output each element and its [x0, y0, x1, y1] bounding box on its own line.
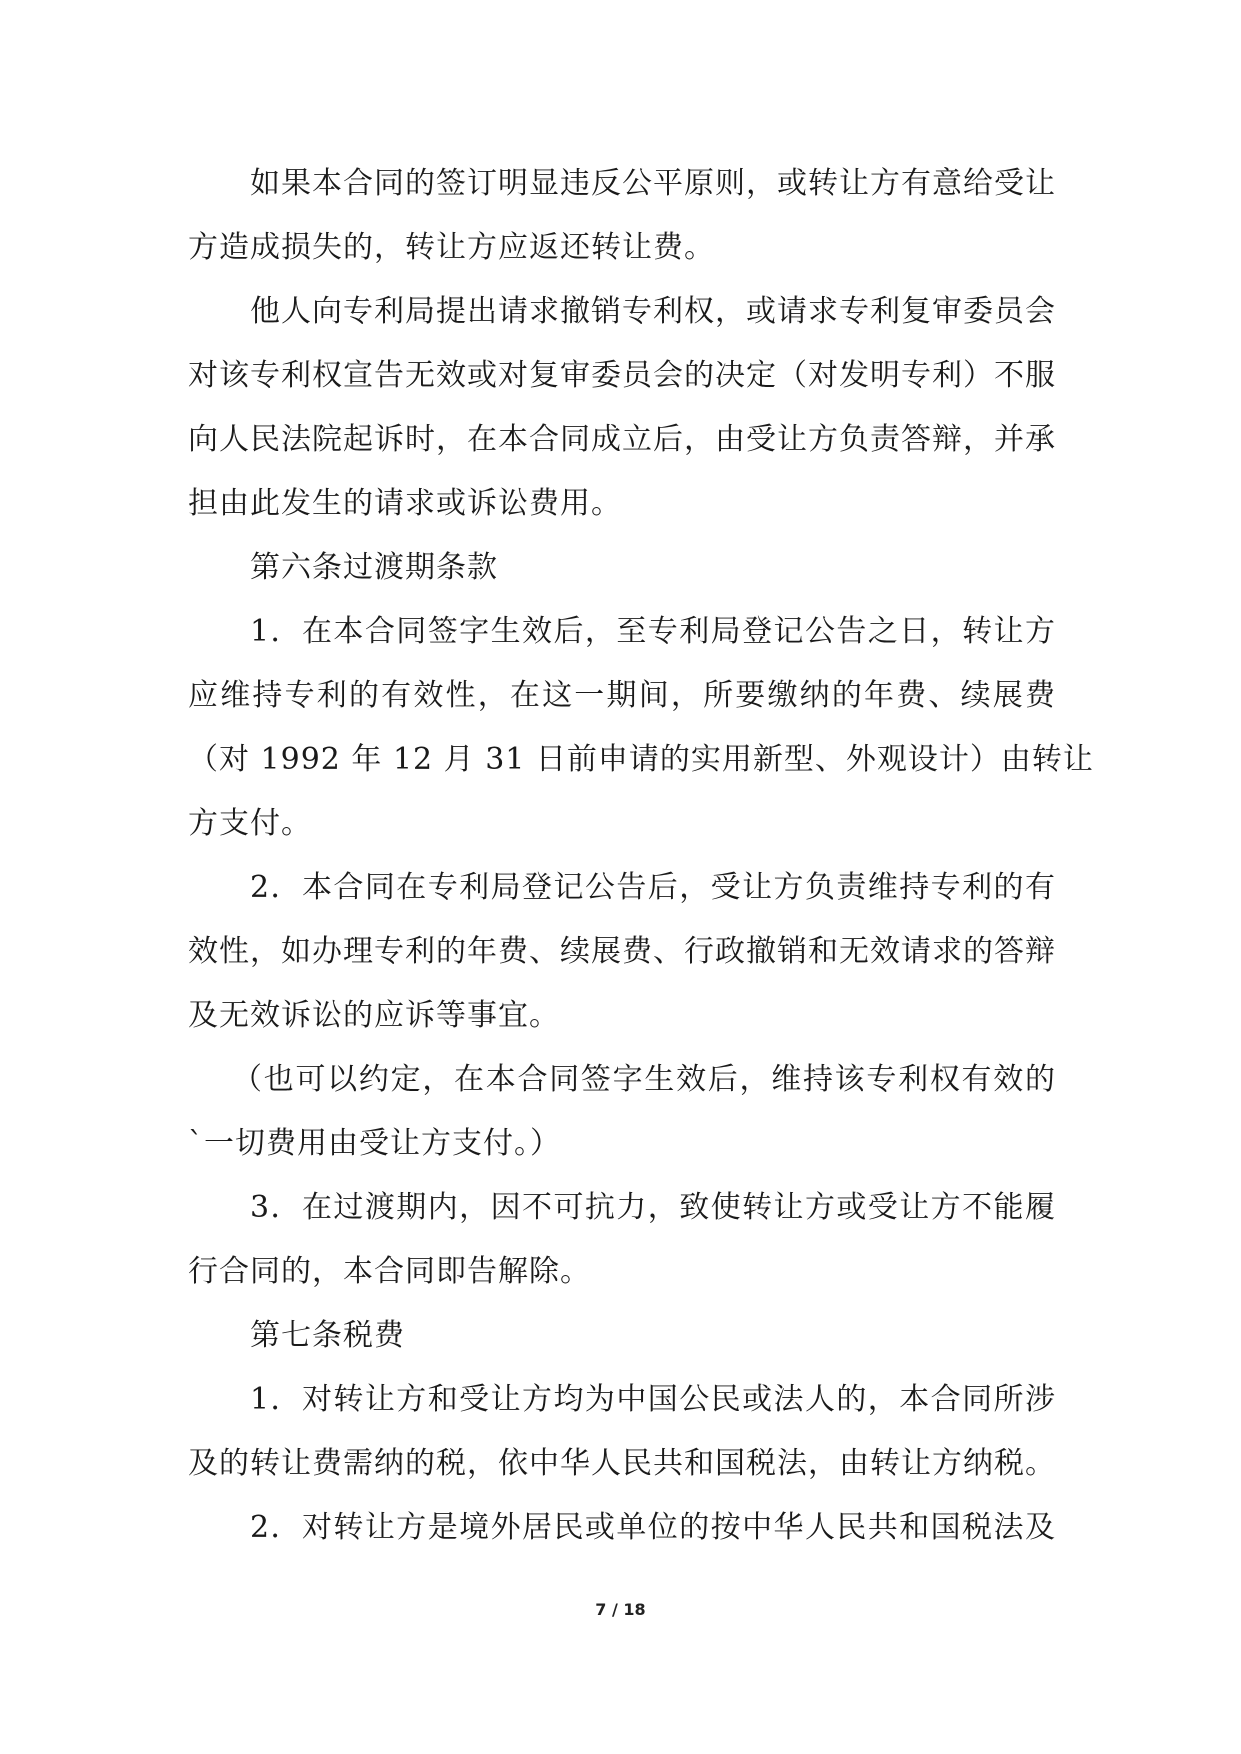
- paragraph-line: 应维持专利的有效性，在这一期间，所要缴纳的年费、续展费: [188, 678, 1056, 713]
- paragraph-line: 担由此发生的请求或诉讼费用。: [188, 486, 622, 521]
- paragraph-line: 2．本合同在专利局登记公告后，受让方负责维持专利的有: [250, 870, 1056, 905]
- paragraph-line: 如果本合同的签订明显违反公平原则，或转让方有意给受让: [250, 166, 1056, 201]
- paragraph-line: 1．在本合同签字生效后，至专利局登记公告之日，转让方: [250, 614, 1056, 649]
- section-heading: 第七条税费: [250, 1318, 405, 1353]
- paragraph-line: 行合同的，本合同即告解除。: [188, 1254, 591, 1289]
- paragraph-line: 方造成损失的，转让方应返还转让费。: [188, 230, 715, 265]
- paragraph-line: 对该专利权宣告无效或对复审委员会的决定（对发明专利）不服: [188, 358, 1056, 393]
- paragraph-line: 效性，如办理专利的年费、续展费、行政撤销和无效请求的答辩: [188, 934, 1056, 969]
- paragraph-line: `一切费用由受让方支付。）: [188, 1126, 561, 1161]
- paragraph-line: 2．对转让方是境外居民或单位的按中华人民共和国税法及: [250, 1510, 1056, 1545]
- paragraph-line: 他人向专利局提出请求撤销专利权，或请求专利复审委员会: [250, 294, 1056, 329]
- document-body: [188, 152, 1094, 1560]
- paragraph-line: （对 1992 年 12 月 31 日前申请的实用新型、外观设计）由转让: [188, 742, 1094, 777]
- paragraph-line: 向人民法院起诉时，在本合同成立后，由受让方负责答辩，并承: [188, 422, 1056, 457]
- paragraph-line: 方支付。: [188, 806, 312, 841]
- paragraph-line: 3．在过渡期内，因不可抗力，致使转让方或受让方不能履: [250, 1190, 1056, 1225]
- section-heading: 第六条过渡期条款: [250, 550, 498, 585]
- paragraph-line: 及的转让费需纳的税，依中华人民共和国税法，由转让方纳税。: [188, 1446, 1056, 1481]
- paragraph-line: 1．对转让方和受让方均为中国公民或法人的，本合同所涉: [250, 1382, 1056, 1417]
- paragraph-line: 及无效诉讼的应诉等事宜。: [188, 998, 560, 1033]
- page-number: 7 / 18: [595, 1600, 646, 1619]
- paragraph-line: （也可以约定，在本合同签字生效后，维持该专利权有效的: [232, 1062, 1056, 1097]
